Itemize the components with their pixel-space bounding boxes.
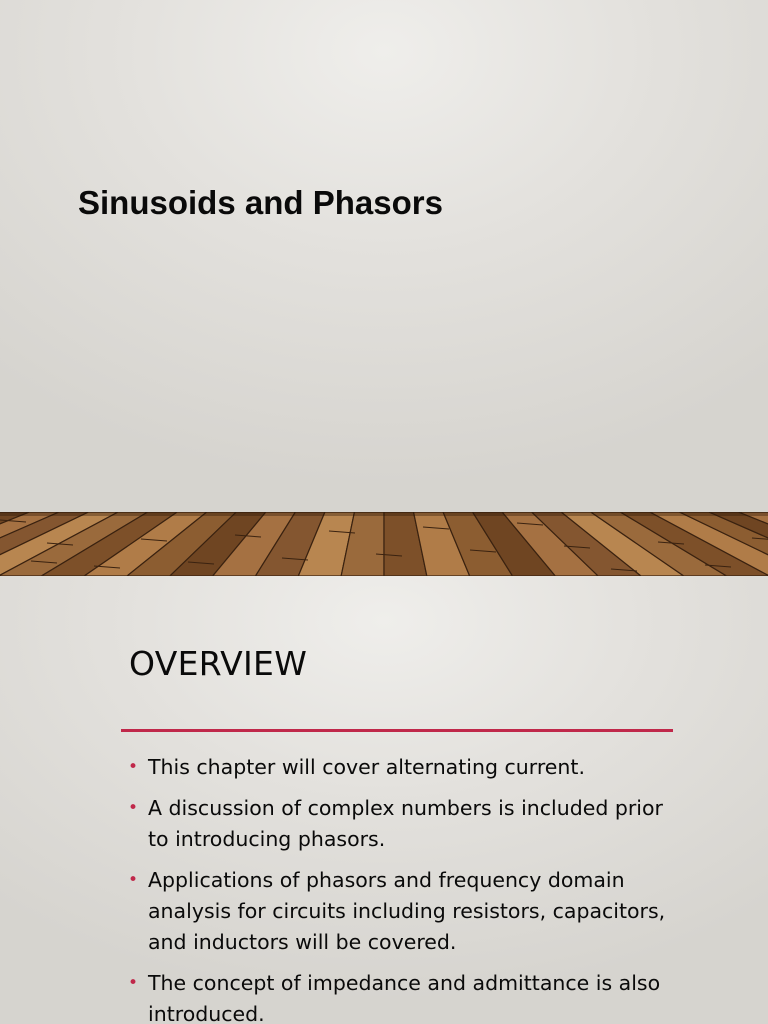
bullet-item <box>128 865 668 958</box>
bullet-item <box>128 793 668 855</box>
title-divider <box>121 729 673 732</box>
bullet-list <box>128 752 668 1024</box>
bullet-icon: • <box>128 870 139 890</box>
wood-floor-decoration <box>0 512 768 576</box>
overview-slide <box>0 576 768 1024</box>
bullet-icon: • <box>128 973 139 993</box>
bullet-item <box>128 968 668 1024</box>
slide-title: Sinusoids and Phasors <box>78 184 443 221</box>
bullet-icon: • <box>128 798 139 818</box>
bullet-text: Applications of phasors and frequency domain analysis for circuits including resistors, capacitors, and inductors will be covered. <box>148 868 666 954</box>
bullet-text: This chapter will cover alternating current. <box>148 755 585 779</box>
overview-title: OVERVIEW <box>129 644 308 683</box>
bullet-text: The concept of impedance and admittance is also introduced. <box>148 971 661 1024</box>
bullet-item <box>128 752 668 783</box>
floor-edge-shadow <box>0 512 768 516</box>
bullet-text: A discussion of complex numbers is included prior to introducing phasors. <box>148 796 663 851</box>
wood-floor-graphic <box>0 512 768 576</box>
bullet-icon: • <box>128 757 139 777</box>
